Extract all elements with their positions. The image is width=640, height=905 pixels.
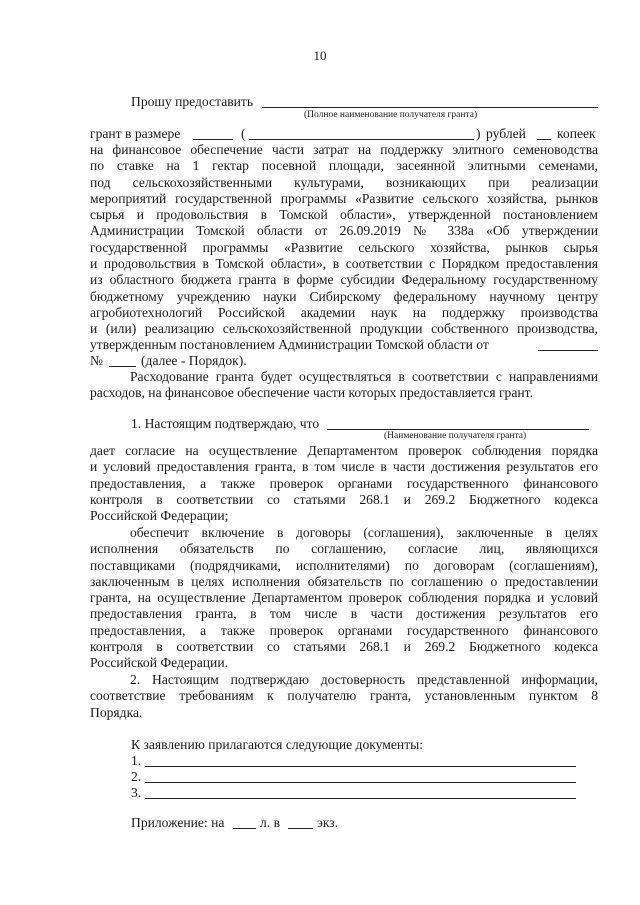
confirm1-line: и условий предоставления гранта, в том числе в части достижения результатов его xyxy=(90,459,598,475)
request-lead: Прошу предоставить xyxy=(131,94,254,109)
appendix-copies-label: экз. xyxy=(317,815,339,830)
request-line: по ставке на 1 гектар посевной площади, засеянной элитными семенами, xyxy=(90,158,598,174)
spending-paragraph xyxy=(90,369,598,402)
appendix-prefix: Приложение: на xyxy=(131,815,225,830)
confirm1-line: контроля в соответствии со статьями 268.1 и 269.2 Бюджетного кодекса xyxy=(90,491,598,507)
confirm1b-line: заключенным в целях исполнения обязательств по соглашению о предоставлении xyxy=(90,573,598,589)
confirm2-line: соответствие требованиям к получателю гранта, установленным пунктом 8 xyxy=(90,688,598,704)
request-body xyxy=(90,142,598,338)
confirm1b-line: Российской Федерации. xyxy=(90,655,228,671)
confirm1b-line: поставщиками (подрядчиками, исполнителями) по договорам (соглашениям), xyxy=(90,557,598,573)
confirm1-paragraph xyxy=(90,443,598,524)
confirm1b-line: предоставления гранта, в том числе в части достижения результатов его xyxy=(90,606,598,622)
request-line: под сельскохозяйственными культурами, возникающих при реализации xyxy=(90,174,598,190)
recipient-name-blank[interactable] xyxy=(262,107,598,108)
attachment-item-number: 3. xyxy=(131,785,142,800)
appendix-sheets-blank[interactable] xyxy=(233,828,256,829)
confirm1-line: Российской Федерации; xyxy=(90,508,229,524)
confirm1-lead: 1. Настоящим подтверждаю, что xyxy=(131,416,320,431)
amount-kop-label: копеек xyxy=(557,126,596,141)
decree-number-blank[interactable] xyxy=(109,366,136,367)
request-line-last: утвержденным постановлением Администрации Томской области от xyxy=(90,337,489,352)
recipient-hint: (Полное наименование получателя гранта) xyxy=(304,110,478,120)
spending-line: Расходование гранта будет осуществляться в соответствии с направлениями xyxy=(130,369,598,384)
decree-date-blank[interactable] xyxy=(538,350,598,351)
amount-number-blank[interactable] xyxy=(193,139,233,140)
attachment-item-blank[interactable] xyxy=(145,798,576,799)
amount-words-blank[interactable] xyxy=(249,139,474,140)
confirm1b-line: гранта, на осуществление Департаментом проверок соблюдения порядка и условий xyxy=(90,590,598,606)
spending-line: расходов, на финансовое обеспечение части которых предоставляется грант. xyxy=(90,385,533,401)
attachments-lead: К заявлению прилагаются следующие документы: xyxy=(131,737,424,752)
request-line: бюджетному учреждению науки Сибирскому федеральному научному центру xyxy=(90,288,598,304)
confirm1b-paragraph xyxy=(90,525,598,672)
request-line: и (или) реализацию сельскохозяйственной продукции собственного производства, xyxy=(90,321,598,337)
confirm1-line: дает согласие на осуществление Департаментом проверок соблюдения порядка xyxy=(90,443,598,458)
confirm1b-line: контроля в соответствии со статьями 268.1 и 269.2 Бюджетного кодекса xyxy=(90,639,598,655)
amount-close-paren: ) xyxy=(476,126,481,141)
request-line: на финансовое обеспечение части затрат на поддержку элитного семеноводства xyxy=(90,142,598,157)
appendix-copies-blank[interactable] xyxy=(288,828,313,829)
confirm2-line: Порядка. xyxy=(90,704,143,720)
confirm1b-line: предоставления, а также проверок органами государственного финансового xyxy=(90,622,598,638)
request-line: агробиотехнологий Российской академии наук на поддержку производства xyxy=(90,304,598,320)
page-number: 10 xyxy=(313,48,327,63)
confirm1b-line: исполнения обязательств по соглашению, согласие лиц, являющихся xyxy=(90,541,598,557)
request-line: и продовольствия в Томской области», в соответствии с Порядком предоставления xyxy=(90,256,598,272)
attachment-item-blank[interactable] xyxy=(145,782,576,783)
request-line: мероприятий государственной программы «Развитие сельского хозяйства, рынков xyxy=(90,190,598,206)
request-line: Администрации Томской области от 26.09.2019 № 338а «Об утверждении xyxy=(90,223,598,239)
amount-prefix: грант в размере xyxy=(90,126,181,141)
appendix-sheets-label: л. в xyxy=(260,815,280,830)
confirm2-line: 2. Настоящим подтверждаю достоверность представленной информации, xyxy=(130,672,598,687)
amount-open-paren: ( xyxy=(241,126,246,141)
number-sign: № xyxy=(90,353,103,368)
confirm2-paragraph xyxy=(90,672,598,721)
request-line: государственной программы «Развитие сельского хозяйства, рынков сырья xyxy=(90,239,598,255)
attachment-item-number: 2. xyxy=(131,769,142,784)
confirm1b-line: обеспечит включение в договоры (соглашения), заключенные в целях xyxy=(130,525,598,540)
attachment-item-blank[interactable] xyxy=(145,766,576,767)
amount-kop-blank[interactable] xyxy=(537,139,551,140)
attachment-item-number: 1. xyxy=(131,753,142,768)
request-line: сырья и продовольствия в Томской области», утвержденной постановлением xyxy=(90,207,598,223)
confirm1-line: предоставления, а также проверок органами государственного финансового xyxy=(90,475,598,491)
request-closing: (далее - Порядок). xyxy=(141,353,247,368)
confirm1-hint: (Наименование получателя гранта) xyxy=(384,431,527,441)
request-line: из областного бюджета гранта в форме субсидии Федеральному государственному xyxy=(90,272,598,288)
amount-rub-label: рублей xyxy=(486,126,526,141)
confirm1-recipient-blank[interactable] xyxy=(327,429,589,430)
